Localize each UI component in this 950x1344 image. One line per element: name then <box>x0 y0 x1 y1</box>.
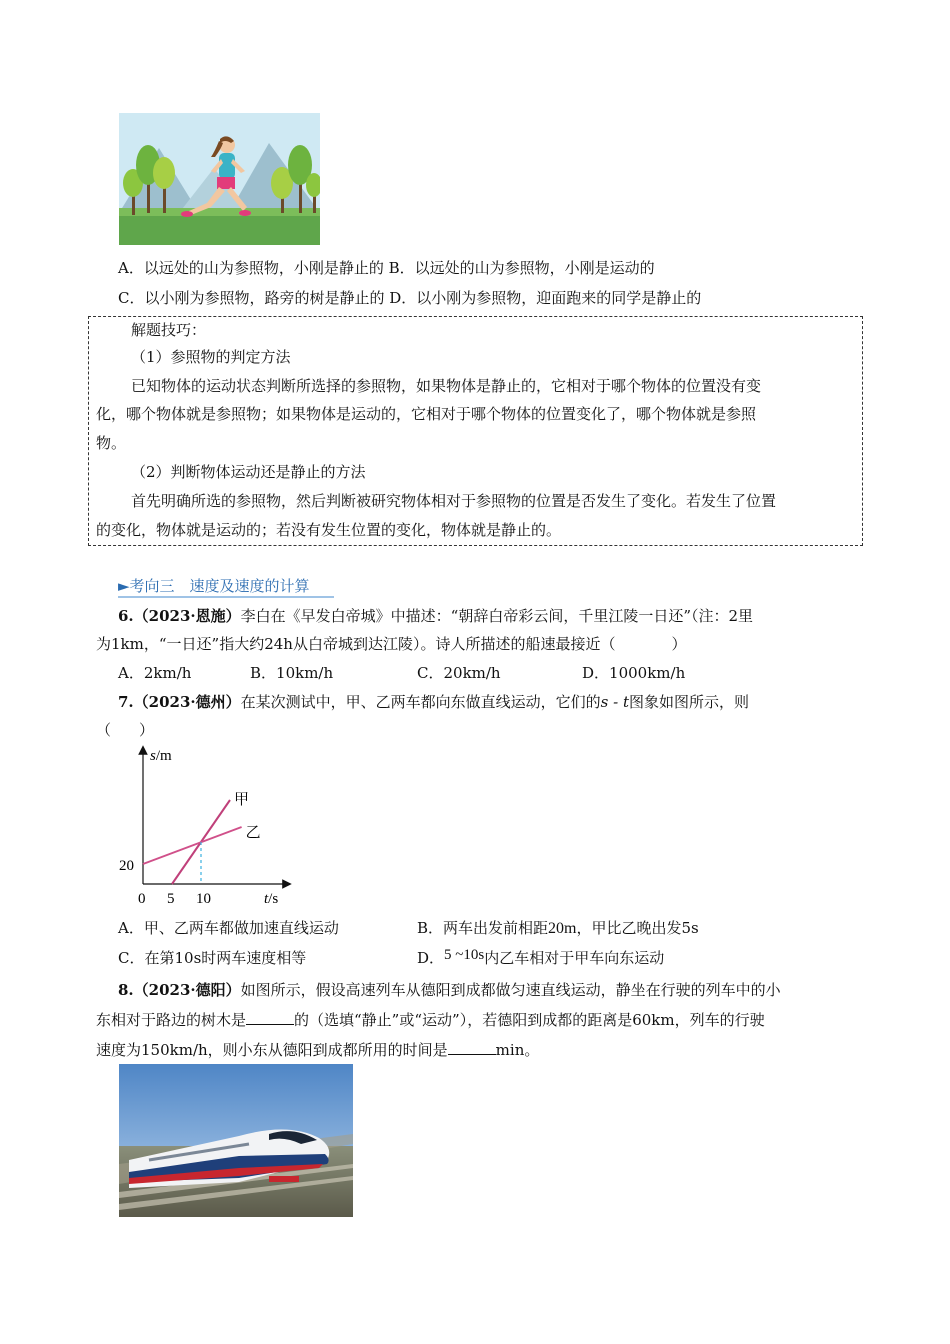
q8-blank-1[interactable] <box>246 1010 294 1025</box>
q7-option-c: C．在第10s时两车速度相等 <box>118 949 307 967</box>
tips-para-2-line-2: 的变化，物体就是运动的；若没有发生位置的变化，物体就是静止的。 <box>96 521 562 539</box>
y-tick-label: 20 <box>119 858 134 874</box>
q6-line-2 <box>96 634 686 654</box>
q6-option-d: D．1000km/h <box>582 664 686 682</box>
q8-line-2 <box>96 1010 765 1030</box>
q8-line-1 <box>118 980 781 1000</box>
series-label-yi: 乙 <box>245 823 261 841</box>
triangle-arrow-icon: ► <box>118 577 130 595</box>
section-underline <box>118 596 334 598</box>
q7-text-1a: 在某次测试中，甲、乙两车都向东做直线运动，它们的 <box>240 693 601 711</box>
q7-source: （2023·德州） <box>133 693 241 711</box>
q7-option-b-value: 20m <box>548 920 577 937</box>
q7-option-d <box>417 948 664 969</box>
q7-option-a: A．甲、乙两车都做加速直线运动 <box>118 919 339 937</box>
tips-heading-2: （2）判断物体运动还是静止的方法 <box>131 463 366 481</box>
q7-option-d-label: D． <box>417 949 445 967</box>
q6-text-2: 为1km，“一日还”指大约24h从白帝城到达江陵）。诗人所描述的船速最接近（ <box>96 635 616 653</box>
q7-text-1b: 图象如图所示，则 <box>629 693 750 711</box>
tips-para-1-line-3: 物。 <box>96 434 127 452</box>
q5-option-cd: C．以小刚为参照物，路旁的树是静止的 D．以小刚为参照物，迎面跑来的同学是静止的 <box>118 289 702 307</box>
q7-option-b-text: B．两车出发前相距 <box>417 919 549 937</box>
q6-line-1 <box>118 606 753 626</box>
q6-number: 6. <box>118 607 134 625</box>
q8-line-3 <box>96 1040 539 1060</box>
q8-text-3b: min。 <box>495 1041 540 1059</box>
section-header <box>118 576 310 596</box>
q6-option-a: A．2km/h <box>118 664 192 682</box>
q7-paren-open: （ <box>96 721 112 739</box>
q7-option-d-text: 内乙车相对于甲车向东运动 <box>484 949 665 967</box>
q8-text-3a: 速度为150km/h，则小东从德阳到成都所用的时间是 <box>96 1041 448 1059</box>
tips-heading-1: （1）参照物的判定方法 <box>131 348 291 366</box>
st-chart <box>112 742 302 912</box>
q8-blank-2[interactable] <box>448 1040 496 1055</box>
q7-line-2 <box>96 720 154 740</box>
q7-option-d-value: 5 ~10s <box>444 947 485 963</box>
q6-option-c: C．20km/h <box>417 664 501 682</box>
x-tick-label: 0 <box>138 891 146 907</box>
tips-para-1-line-1: 已知物体的运动状态判断所选择的参照物，如果物体是静止的，它相对于哪个物体的位置没有变 <box>131 377 762 395</box>
q8-text-2a: 东相对于路边的树木是 <box>96 1011 247 1029</box>
tips-para-2-line-1: 首先明确所选的参照物，然后判断被研究物体相对于参照物的位置是否发生了变化。若发生了位置 <box>131 492 777 510</box>
train-image <box>119 1064 353 1217</box>
q8-source: （2023·德阳） <box>133 981 241 999</box>
q7-line-1 <box>118 692 749 712</box>
st-chart-svg <box>112 742 302 912</box>
x-tick-label: 10 <box>196 891 211 907</box>
q6-option-b: B．10km/h <box>250 664 334 682</box>
q7-number: 7. <box>118 693 134 711</box>
x-axis-label: t/s <box>264 891 279 907</box>
q5-option-ab: A．以远处的山为参照物，小刚是静止的 B．以远处的山为参照物，小刚是运动的 <box>118 259 655 277</box>
q7-option-b <box>417 918 699 939</box>
q6-paren-close: ） <box>671 635 687 653</box>
q6-source: （2023·恩施） <box>133 607 241 625</box>
series-label-jia: 甲 <box>234 790 250 808</box>
q7-option-b-text-2: ，甲比乙晚出发5s <box>576 919 699 937</box>
section-title: 考向三 速度及速度的计算 <box>129 577 310 595</box>
tips-title: 解题技巧： <box>131 321 207 339</box>
q7-st: s - t <box>600 693 630 711</box>
running-girl-image <box>119 113 320 245</box>
q7-paren-close: ） <box>139 721 155 739</box>
x-tick-label: 5 <box>167 891 175 907</box>
tips-para-1-line-2: 化，哪个物体就是参照物；如果物体是运动的，它相对于哪个物体的位置变化了，哪个物体就是参照 <box>96 405 757 423</box>
series-line-yi <box>143 827 242 864</box>
q8-text-1: 如图所示，假设高速列车从德阳到成都做匀速直线运动，静坐在行驶的列车中的小 <box>240 981 781 999</box>
q6-text-1: 李白在《早发白帝城》中描述：“朝辞白帝彩云间，千里江陵一日还”（注：2里 <box>240 607 754 625</box>
q8-number: 8. <box>118 981 134 999</box>
q8-text-2b: 的（选填“静止”或“运动”），若德阳到成都的距离是60km，列车的行驶 <box>294 1011 765 1029</box>
y-axis-label: s/m <box>150 748 172 764</box>
